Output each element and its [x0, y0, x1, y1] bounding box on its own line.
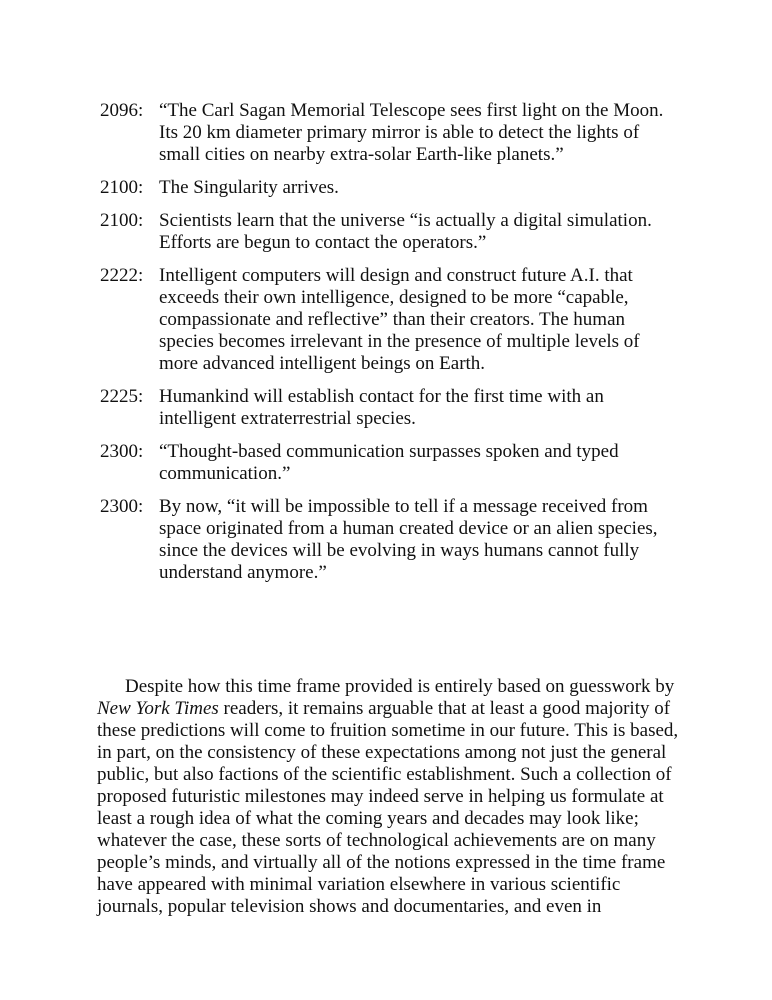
- entry-year: 2300:: [100, 441, 144, 462]
- entry-year: 2225:: [100, 386, 144, 407]
- body-paragraph: [97, 676, 683, 918]
- entry-year: 2222:: [100, 265, 144, 286]
- entry-text: Scientists learn that the universe “is actually a digital simulation. Efforts are begun to contact the operators.”: [159, 210, 652, 253]
- entry-year: 2096:: [100, 100, 144, 121]
- timeline-entry: [100, 386, 680, 430]
- entry-year: 2300:: [100, 496, 144, 517]
- prediction-timeline: [100, 100, 680, 595]
- timeline-entry: [100, 100, 680, 166]
- timeline-entry: [100, 210, 680, 254]
- timeline-entry: [100, 177, 680, 199]
- entry-year: 2100:: [100, 177, 144, 198]
- entry-year: 2100:: [100, 210, 144, 231]
- entry-text: Intelligent computers will design and construct future A.I. that exceeds their own intelligence, designed to be more “capable, compassionate and reflective” than their creators. The human species becomes irrelevant in the presence of multiple levels of more advanced intelligent beings on Earth.: [159, 265, 640, 374]
- newspaper-title: New York Times: [97, 698, 219, 719]
- entry-text: “Thought-based communication surpasses spoken and typed communication.”: [159, 441, 619, 484]
- paragraph-text-start: Despite how this time frame provided is entirely based on guesswork by: [125, 676, 675, 697]
- paragraph-text-rest: readers, it remains arguable that at least a good majority of these predictions will come to fruition sometime in our future. This is based, in part, on the consistency of these expectations among not just the general public, but also factions of the scientific establishment. Such a collection of proposed futuristic milestones may indeed serve in helping us formulate at least a rough idea of what the coming years and decades may look like; whatever the case, these sorts of technological achievements are on many people’s minds, and virtually all of the notions expressed in the time frame have appeared with minimal variation elsewhere in various scientific journals, popular television shows and documentaries, and even in: [97, 698, 679, 917]
- timeline-entry: [100, 496, 680, 584]
- entry-text: The Singularity arrives.: [159, 177, 339, 198]
- entry-text: “The Carl Sagan Memorial Telescope sees first light on the Moon. Its 20 km diameter primary mirror is able to detect the lights of small cities on nearby extra-solar Earth-like planets.”: [159, 100, 664, 165]
- timeline-entry: [100, 265, 680, 375]
- timeline-entry: [100, 441, 680, 485]
- entry-text: Humankind will establish contact for the first time with an intelligent extraterrestrial species.: [159, 386, 604, 429]
- entry-text: By now, “it will be impossible to tell if a message received from space originated from a human created device or an alien species, since the devices will be evolving in ways humans cannot fully understand anymore.”: [159, 496, 658, 583]
